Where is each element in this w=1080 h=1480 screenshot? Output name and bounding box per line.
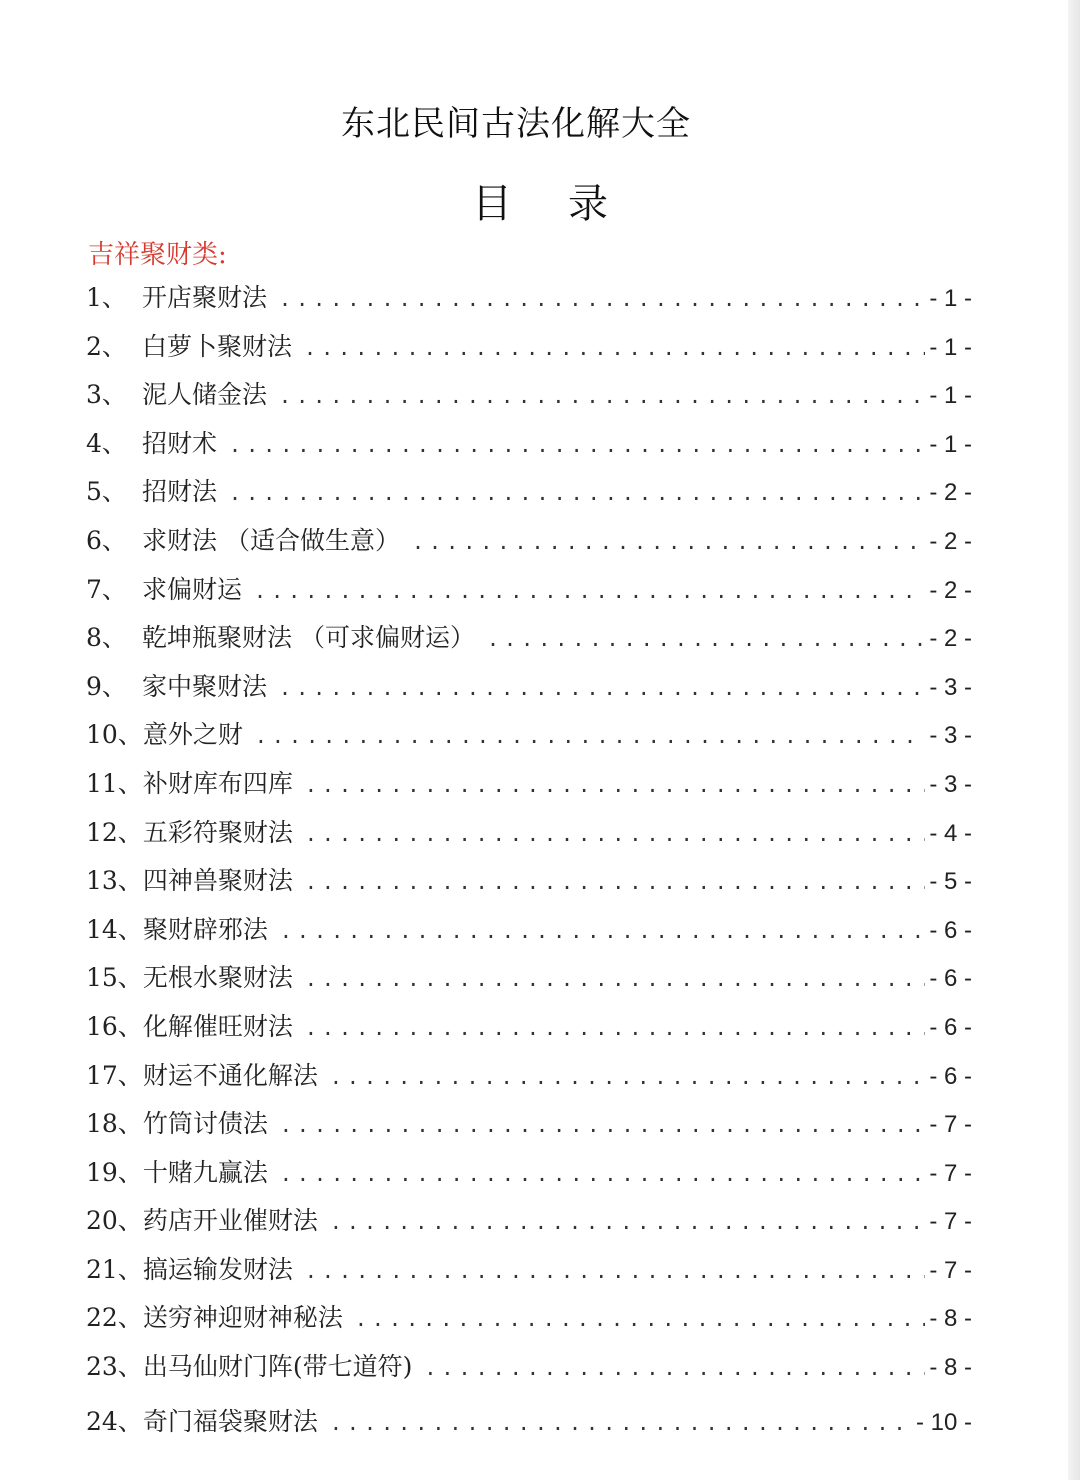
toc-entry-label: 十赌九赢法 (142, 1157, 268, 1187)
toc-dot-leader (330, 1393, 912, 1453)
toc-dot-leader (279, 664, 925, 713)
toc-entry-page: - 3 - (929, 770, 972, 798)
toc-entry[interactable] (86, 1246, 972, 1295)
toc-entry-page: - 1 - (929, 430, 972, 458)
toc-entry-page: - 8 - (929, 1305, 972, 1333)
toc-dot-leader (254, 567, 925, 616)
toc-entry-page: - 7 - (929, 1208, 972, 1236)
toc-entry-number: 20、 (86, 1206, 143, 1236)
toc-entry-page: - 7 - (929, 1159, 972, 1187)
toc-entry-label: 奇门福袋聚财法 (142, 1406, 318, 1436)
toc-entry-page: - 1 - (929, 382, 972, 410)
category-heading: 吉祥聚财类: (88, 240, 227, 270)
toc-entry-number: 5、 (86, 477, 127, 507)
toc-dot-leader (330, 1198, 926, 1247)
toc-entry-number: 17、 (86, 1060, 143, 1090)
toc-entry[interactable] (86, 1343, 972, 1392)
toc-entry-number: 21、 (86, 1254, 143, 1284)
toc-entry-number: 15、 (86, 963, 143, 993)
toc-entry-page: - 6 - (929, 965, 972, 993)
toc-entry[interactable] (86, 760, 972, 809)
toc-entry-label: 家中聚财法 (142, 671, 268, 701)
toc-dot-leader (487, 615, 925, 664)
toc-entry-page: - 6 - (929, 1062, 972, 1090)
toc-entry-page: - 1 - (929, 285, 972, 312)
toc-entry-number: 12、 (86, 817, 143, 847)
toc-entry-number: 8、 (86, 623, 127, 653)
toc-entry[interactable] (86, 1392, 972, 1448)
toc-entry[interactable] (86, 663, 972, 712)
toc-entry-page: - 8 - (929, 1354, 972, 1382)
toc-entry-page: - 4 - (929, 819, 972, 847)
toc-entry[interactable] (86, 371, 972, 420)
toc-entry-label: 竹筒讨债法 (142, 1109, 268, 1139)
toc-entry[interactable] (86, 1197, 972, 1246)
toc-entry-page: - 3 - (929, 673, 972, 701)
toc-entry[interactable] (86, 566, 972, 615)
toc-entry[interactable] (86, 1003, 972, 1052)
toc-entry[interactable] (86, 1052, 972, 1101)
toc-entry-number: 9、 (86, 671, 127, 701)
toc-entry[interactable] (86, 1149, 972, 1198)
toc-entry-label: 聚财辟邪法 (142, 914, 268, 944)
toc-heading-left: 目 (472, 181, 512, 227)
toc-entry[interactable] (86, 420, 972, 469)
toc-entry-number: 18、 (86, 1109, 143, 1139)
toc-entry[interactable] (86, 809, 972, 858)
toc-entry[interactable] (86, 274, 972, 323)
toc-entry[interactable] (86, 906, 972, 955)
toc-dot-leader (279, 372, 925, 421)
toc-entry-label: 化解催旺财法 (142, 1011, 293, 1041)
toc-entry-label: 补财库布四库 (142, 768, 293, 798)
toc-entry-page: - 7 - (929, 1111, 972, 1139)
toc-entry[interactable] (86, 857, 972, 906)
toc-entry-page: - 2 - (929, 479, 972, 507)
toc-entry[interactable] (86, 614, 972, 663)
toc-entry-page: - 7 - (929, 1256, 972, 1284)
toc-dot-leader (229, 421, 925, 470)
toc-entry-page: - 10 - (915, 1408, 972, 1436)
toc-heading (0, 172, 1080, 229)
toc-entry[interactable] (86, 1100, 972, 1149)
toc-entry[interactable] (86, 517, 972, 566)
toc-entry-number: 7、 (86, 574, 127, 604)
toc-entry-number: 1、 (86, 283, 127, 312)
toc-dot-leader (280, 1101, 926, 1150)
toc-entry[interactable] (86, 954, 972, 1003)
toc-dot-leader (280, 1150, 926, 1199)
toc-entry-number: 10、 (86, 720, 143, 750)
toc-entry-label: 无根水聚财法 (142, 963, 293, 993)
toc-entry-label: 财运不通化解法 (142, 1060, 318, 1090)
toc-list (86, 274, 972, 1448)
toc-entry-number: 22、 (86, 1303, 143, 1333)
document-title: 东北民间古法化解大全 (341, 104, 691, 144)
toc-entry[interactable] (86, 468, 972, 517)
toc-entry[interactable] (86, 1294, 972, 1343)
toc-entry[interactable] (86, 323, 972, 372)
toc-dot-leader (355, 1295, 926, 1344)
toc-entry-number: 19、 (86, 1157, 143, 1187)
toc-entry-page: - 3 - (929, 722, 972, 750)
toc-entry-number: 14、 (86, 914, 143, 944)
toc-entry-number: 13、 (86, 866, 143, 896)
toc-entry-page: - 6 - (929, 1013, 972, 1041)
toc-entry-page: - 2 - (929, 576, 972, 604)
toc-entry-label: 乾坤瓶聚财法 （可求偏财运） (142, 623, 475, 653)
toc-entry-number: 11、 (86, 768, 143, 798)
toc-dot-leader (305, 1247, 926, 1296)
toc-entry-label: 意外之财 (142, 720, 243, 750)
toc-entry-number: 3、 (86, 380, 127, 410)
toc-entry-label: 白萝卜聚财法 (142, 331, 293, 361)
toc-entry-number: 2、 (86, 331, 127, 361)
toc-dot-leader (305, 955, 926, 1004)
toc-entry-page: - 2 - (929, 625, 972, 653)
toc-dot-leader (304, 324, 925, 373)
toc-entry-label: 搞运输发财法 (142, 1254, 293, 1284)
toc-entry-label: 送穷神迎财神秘法 (142, 1303, 343, 1333)
toc-entry-number: 6、 (86, 525, 127, 555)
toc-entry-label: 招财术 (142, 428, 218, 458)
toc-heading-right: 录 (568, 181, 608, 227)
toc-entry-number: 16、 (86, 1011, 143, 1041)
toc-dot-leader (305, 810, 926, 859)
toc-entry-page: - 1 - (929, 333, 972, 361)
toc-entry[interactable] (86, 711, 972, 760)
toc-dot-leader (305, 1004, 926, 1053)
toc-dot-leader (424, 1344, 925, 1393)
toc-dot-leader (305, 858, 926, 907)
toc-entry-number: 4、 (86, 428, 127, 458)
toc-dot-leader (330, 1053, 926, 1102)
toc-dot-leader (229, 469, 925, 518)
toc-entry-label: 泥人储金法 (142, 380, 268, 410)
toc-entry-number: 23、 (86, 1352, 143, 1382)
toc-entry-page: - 2 - (929, 527, 972, 555)
toc-dot-leader (280, 907, 926, 956)
toc-dot-leader (412, 518, 925, 567)
toc-dot-leader (279, 275, 925, 324)
toc-entry-label: 五彩符聚财法 (142, 817, 293, 847)
toc-entry-label: 求偏财运 (142, 574, 243, 604)
toc-entry-label: 出马仙财门阵(带七道符) (142, 1352, 413, 1382)
toc-dot-leader (305, 761, 926, 810)
toc-entry-number: 24、 (86, 1406, 143, 1436)
toc-entry-label: 开店聚财法 (142, 283, 268, 312)
toc-dot-leader (255, 712, 926, 761)
toc-entry-label: 四神兽聚财法 (142, 866, 293, 896)
toc-entry-page: - 5 - (929, 868, 972, 896)
toc-entry-label: 药店开业催财法 (142, 1206, 318, 1236)
toc-entry-label: 求财法 （适合做生意） (142, 525, 400, 555)
toc-entry-page: - 6 - (929, 916, 972, 944)
toc-entry-label: 招财法 (142, 477, 218, 507)
